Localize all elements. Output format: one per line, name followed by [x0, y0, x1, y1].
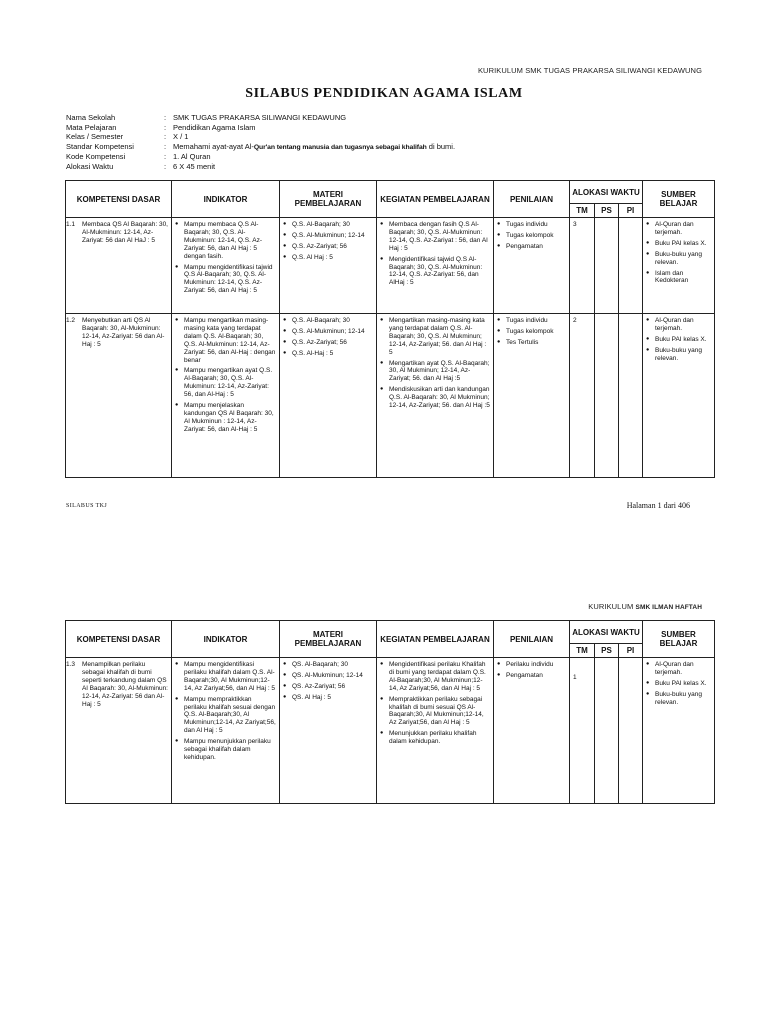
info-separator: :	[164, 141, 167, 151]
kd-number: 1.2	[66, 317, 76, 324]
info-row-code	[66, 152, 455, 162]
list-item: ● Buku PAI kelas X.	[655, 240, 711, 248]
kd-number: 1.1	[66, 221, 76, 228]
indikator-cell	[172, 218, 280, 314]
materi-cell	[280, 658, 377, 804]
info-value-suffix: di bumi.	[426, 141, 456, 151]
list-item: ● Mampu mengidentifikasi tajwid Q.S Al-Baqarah; 30, Q.S. Al-Mukminun: 12-14, Q.S. Az-Zariyat: 56, dan Al Haj : 5	[184, 264, 276, 296]
list-item: ● Buku PAI kelas X.	[655, 680, 711, 688]
column-header-pi: PI	[619, 644, 643, 658]
list-item: ● Al-Quran dan terjemah.	[655, 661, 711, 677]
info-separator: :	[164, 122, 167, 132]
list-item: ● Q.S. Al-Mukminun; 12-14	[292, 232, 373, 240]
pi-cell	[619, 314, 643, 478]
list-item: ● Buku-buku yang relevan.	[655, 347, 711, 363]
tm-cell	[570, 658, 595, 804]
list-item: ● Mempraktikkan perilaku sebagai khalifah di bumi sesuai QS Al-Baqarah;30, Al Mukminun;12-14, Az Zariyat;56, dan Al Haj : 5	[389, 696, 490, 728]
sumber-cell	[643, 658, 715, 804]
info-value	[173, 142, 455, 153]
tm-cell: 3	[570, 218, 595, 314]
table-row	[66, 658, 715, 804]
column-header-kegiatan: KEGIATAN PEMBELAJARAN	[377, 621, 494, 658]
info-separator: :	[164, 132, 167, 142]
kegiatan-cell	[377, 658, 494, 804]
list-item: ● Mampu menunjukkan perilaku sebagai khalifah dalam kehidupan.	[184, 738, 276, 762]
column-header-sumber: SUMBER BELAJAR	[643, 181, 715, 218]
list-item: ● Q.S. Al-Baqarah; 30	[292, 221, 373, 229]
list-item: ● Mengidentifikasi perilaku Khalifah di bumi yang terdapat dalam Q.S. Al-Baqarah;30, Al Mukminun;12-14, Az Zariyat;56, dan Al Haj : 5	[389, 661, 490, 693]
column-header-ps: PS	[595, 204, 619, 218]
running-header	[588, 602, 702, 611]
list-item: ● Q.S. Al-Mukminun; 12-14	[292, 328, 373, 336]
ps-cell	[595, 658, 619, 804]
column-header-tm: TM	[570, 204, 595, 218]
document-title: SILABUS PENDIDIKAN AGAMA ISLAM	[245, 86, 523, 101]
list-item: ● Islam dan Kedokteran	[655, 270, 711, 286]
info-row-time	[66, 162, 455, 172]
penilaian-cell	[494, 314, 570, 478]
info-value-emphasis: Qur'an tentang manusia dan tugasnya sebagai khalifah	[253, 143, 427, 151]
info-row-standard	[66, 142, 455, 153]
column-header-kd: KOMPETENSI DASAR	[66, 181, 172, 218]
list-item: ● Q.S. Al-Baqarah; 30	[292, 317, 373, 325]
info-value: X / 1	[173, 132, 189, 142]
info-label: Mata Pelajaran	[66, 122, 117, 132]
kd-text: Membaca QS Al Baqarah: 30, Al-Mukminun: 12-14, Az-Zariyat: 56 dan Al HaJ : 5	[82, 221, 168, 244]
list-item: ● Q.S. Al-Haj : 5	[292, 350, 373, 358]
penilaian-cell	[494, 658, 570, 804]
list-item: ● Mampu membaca Q.S Al-Baqarah; 30, Q.S. Al-Mukminun: 12-14, Q.S. Az-Zariyat: 56, dan Al Haj : 5 dengan fasih.	[184, 221, 276, 261]
kegiatan-cell	[377, 314, 494, 478]
list-item: ● QS. Al-Mukminun; 12-14	[292, 672, 373, 680]
list-item: ● Membaca dengan fasih Q.S Al-Baqarah; 30, Q.S. Al-Mukminun: 12-14, Q.S. Az-Zariyat : 56, dan Al Haj : 5	[389, 221, 490, 253]
kegiatan-cell	[377, 218, 494, 314]
info-label: Kelas / Semester	[66, 132, 124, 142]
sumber-cell	[643, 218, 715, 314]
column-header-penilaian: PENILAIAN	[494, 181, 570, 218]
list-item: ● Buku-buku yang relevan.	[655, 691, 711, 707]
page-number: Halaman 1 dari 406	[626, 501, 690, 510]
materi-cell	[280, 314, 377, 478]
column-header-alokasi: ALOKASI WAKTU	[570, 181, 643, 204]
info-row-class	[66, 132, 455, 142]
list-item: ● QS. Al-Baqarah; 30	[292, 661, 373, 669]
column-header-penilaian: PENILAIAN	[494, 621, 570, 658]
indikator-cell	[172, 314, 280, 478]
column-header-ps: PS	[595, 644, 619, 658]
list-item: ● Al-Quran dan terjemah.	[655, 221, 711, 237]
info-label: Standar Kompetensi	[66, 141, 134, 151]
kd-number: 1.3	[66, 661, 76, 668]
identity-block	[66, 113, 455, 172]
info-label: Nama Sekolah	[66, 113, 116, 122]
header-prefix: KURIKULUM	[588, 602, 636, 611]
list-item: ● Q.S. Al Haj : 5	[292, 254, 373, 262]
list-item: ● Buku PAI kelas X.	[655, 336, 711, 344]
info-label: Kode Kompetensi	[66, 152, 126, 162]
info-row-school	[66, 113, 455, 123]
kd-cell	[66, 218, 172, 314]
pi-cell	[619, 658, 643, 804]
header-school: SMK ILMAN HAFTAH	[635, 604, 702, 611]
column-header-indikator: INDIKATOR	[172, 181, 280, 218]
kd-text: Menyebutkan arti QS Al Baqarah: 30, Al-Mukminun: 12-14, Az-Zariyat: 56 dan Al-Haj : 5	[82, 317, 165, 348]
info-row-subject	[66, 123, 455, 133]
info-separator: :	[164, 152, 167, 162]
column-header-kegiatan: KEGIATAN PEMBELAJARAN	[377, 181, 494, 218]
info-value: SMK TUGAS PRAKARSA SILIWANGI KEDAWUNG	[173, 113, 347, 122]
list-item: ● Mampu mengartikan ayat Q.S. Al-Baqarah; 30, Q.S. Al-Mukminun: 12-14, Az-Zariyat: 56, dan Al-Haj : 5	[184, 367, 276, 399]
column-header-tm: TM	[570, 644, 595, 658]
column-header-materi: MATERI PEMBELAJARAN	[280, 181, 377, 218]
list-item: ● Menunjukkan perilaku khalifah dalam kehidupan.	[389, 730, 490, 746]
kd-text: Menampilkan perilaku sebagai khalifah di bumi seperti terkandung dalam QS Al Baqarah: 30, Al-Mukminun: 12-14, Az-Zariyat: 56 dan Al-Haj : 5	[82, 661, 168, 708]
pi-cell	[619, 218, 643, 314]
penilaian-cell	[494, 218, 570, 314]
table-row	[66, 218, 715, 314]
tm-value: 1	[573, 674, 577, 681]
list-item: ● Tugas individu	[506, 317, 566, 325]
info-separator: :	[164, 113, 167, 122]
column-header-indikator: INDIKATOR	[172, 621, 280, 658]
list-item: ● Tugas kelompok	[506, 232, 566, 240]
column-header-materi: MATERI PEMBELAJARAN	[280, 621, 377, 658]
column-header-pi: PI	[619, 204, 643, 218]
ps-cell	[595, 218, 619, 314]
info-value: 1. Al Quran	[173, 152, 211, 162]
list-item: ● Perilaku individu	[506, 661, 566, 669]
document-page-2	[0, 590, 768, 890]
list-item: ● Pengamatan	[506, 243, 566, 251]
list-item: ● Tugas individu	[506, 221, 566, 229]
running-header: KURIKULUM SMK TUGAS PRAKARSA SILIWANGI KEDAWUNG	[477, 66, 702, 75]
tm-cell: 2	[570, 314, 595, 478]
list-item: ● Mampu mempraktikkan perilaku khalifah sesuai dengan Q.S. Al-Baqarah;30, Al Mukminun;12-14, Az Zariyat;56, dan Al Haj : 5	[184, 696, 276, 736]
info-label: Alokasi Waktu	[66, 161, 114, 171]
list-item: ● QS. Az-Zariyat; 56	[292, 683, 373, 691]
list-item: ● Q.S. Az-Zariyat; 56	[292, 243, 373, 251]
list-item: ● Mengidentifikasi tajwid Q.S Al-Baqarah; 30, Q.S. Al-Mukminun: 12-14, Q.S. Az-Zariyat: 56, dan AlHaj : 5	[389, 256, 490, 288]
list-item: ● Q.S. Az-Zariyat; 56	[292, 339, 373, 347]
syllabus-table-page-2	[65, 620, 715, 804]
ps-cell	[595, 314, 619, 478]
list-item: ● Tes Tertulis	[506, 339, 566, 347]
list-item: ● Mengartikan masing-masing kata yang terdapat dalam Q.S. Al-Baqarah; 30, Q.S. Al Mukminun; 12-14, Az-Zariyat; 56. dan Al Haj : 5	[389, 317, 490, 357]
list-item: ● Mampu menjelaskan kandungan QS Al Baqarah: 30, Al Mukminun : 12-14, Az-Zariyat: 56, dan Al-Haj : 5	[184, 402, 276, 434]
kd-cell	[66, 314, 172, 478]
column-header-sumber: SUMBER BELAJAR	[643, 621, 715, 658]
table-row	[66, 314, 715, 478]
sumber-cell	[643, 314, 715, 478]
list-item: ● Al-Quran dan terjemah.	[655, 317, 711, 333]
list-item: ● Pengamatan	[506, 672, 566, 680]
list-item: ● Buku-buku yang relevan.	[655, 251, 711, 267]
list-item: ● Mendiskusikan arti dan kandungan Q.S. Al-Baqarah: 30, Al Mukminun; 12-14, Az-Zariyat; 56. dan Al Haj :5	[389, 386, 490, 410]
column-header-kd: KOMPETENSI DASAR	[66, 621, 172, 658]
indikator-cell	[172, 658, 280, 804]
info-value: 6 X 45 menit	[173, 161, 216, 171]
info-value-prefix: Memahami ayat-ayat Al-	[173, 141, 254, 151]
list-item: ● QS. Al Haj : 5	[292, 694, 373, 702]
page-footer-label: SILABUS TKJ	[66, 503, 108, 509]
list-item: ● Mampu mengidentifikasi perilaku khalifah dalam Q.S. Al-Baqarah;30, Al Mukminun;12-14, Az Zariyat;56, dan Al Haj : 5	[184, 661, 276, 693]
list-item: ● Mampu mengartikan masing-masing kata yang terdapat dalam Q.S. Al-Baqarah; 30, Q.S. Al-Mukminun: 12-14, Az-Zariyat: 56, dan Al-Haj : dengan benar	[184, 317, 276, 364]
list-item: ● Mengartikan ayat Q.S. Al-Baqarah; 30, Al Mukminun; 12-14, Az-Zariyat; 56. dan Al Haj :5	[389, 360, 490, 384]
info-value: Pendidikan Agama Islam	[173, 122, 256, 132]
materi-cell	[280, 218, 377, 314]
syllabus-table-page-1	[65, 180, 715, 478]
column-header-alokasi: ALOKASI WAKTU	[570, 621, 643, 644]
kd-cell	[66, 658, 172, 804]
info-separator: :	[164, 161, 167, 171]
list-item: ● Tugas kelompok	[506, 328, 566, 336]
